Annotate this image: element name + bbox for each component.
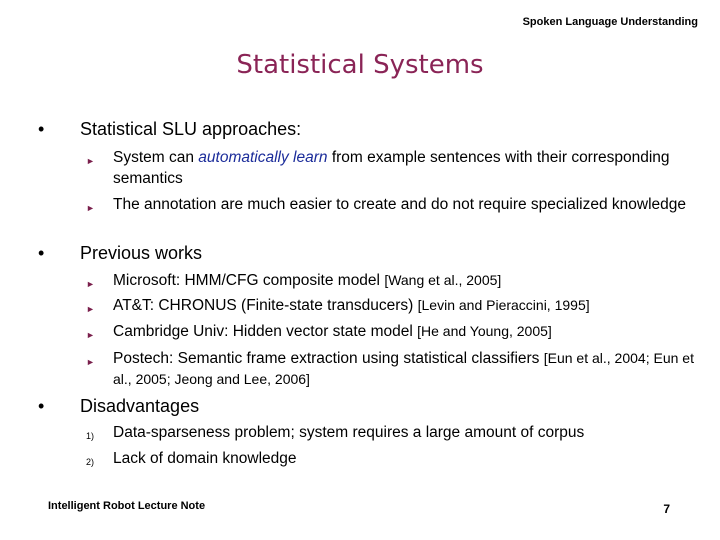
- work-name: AT&T: CHRONUS (Finite-state transducers): [113, 297, 414, 314]
- triangle-bullet-icon: ►: [86, 304, 95, 314]
- footer-text: Intelligent Robot Lecture Note: [48, 500, 206, 512]
- round-bullet-icon: •: [38, 243, 45, 263]
- item-text: Data-sparseness problem; system requires a large amount of corpus: [113, 424, 585, 441]
- triangle-bullet-icon: ►: [86, 203, 95, 213]
- work-name: Microsoft: HMM/CFG composite model: [113, 272, 380, 289]
- sub-text-pre: System can: [113, 149, 199, 166]
- header-text: Spoken Language Understanding: [522, 16, 698, 28]
- work-reference: [Wang et al., 2005]: [384, 272, 502, 288]
- item-text: Lack of domain knowledge: [113, 450, 297, 467]
- work-name: Cambridge Univ: Hidden vector state model: [113, 323, 413, 340]
- work-reference: [Levin and Pieraccini, 1995]: [417, 297, 590, 313]
- sub-text-post: from example sentences with their corresponding semantics: [113, 149, 670, 187]
- item-number: 2): [86, 457, 95, 467]
- triangle-bullet-icon: ►: [86, 156, 95, 166]
- bullet-text: Previous works: [80, 243, 203, 263]
- round-bullet-icon: •: [38, 119, 45, 139]
- sub-text: The annotation are much easier to create and do not require specialized knowledge: [113, 196, 687, 213]
- triangle-bullet-icon: ►: [86, 357, 95, 367]
- work-reference: [He and Young, 2005]: [417, 323, 552, 339]
- work-name: Postech: Semantic frame extraction using statistical classifiers: [113, 350, 540, 367]
- triangle-bullet-icon: ►: [86, 330, 95, 340]
- round-bullet-icon: •: [38, 396, 45, 416]
- work-reference: [Eun et al., 2004; Eun et al., 2005; Jeong and Lee, 2006]: [113, 350, 694, 387]
- slide-title: Statistical Systems: [236, 50, 484, 80]
- page-number: 7: [663, 502, 670, 516]
- item-number: 1): [86, 431, 95, 441]
- triangle-bullet-icon: ►: [86, 279, 95, 289]
- bullet-text: Disadvantages: [80, 396, 200, 416]
- bullet-text: Statistical SLU approaches:: [80, 119, 302, 139]
- highlight-text: automatically learn: [198, 149, 328, 166]
